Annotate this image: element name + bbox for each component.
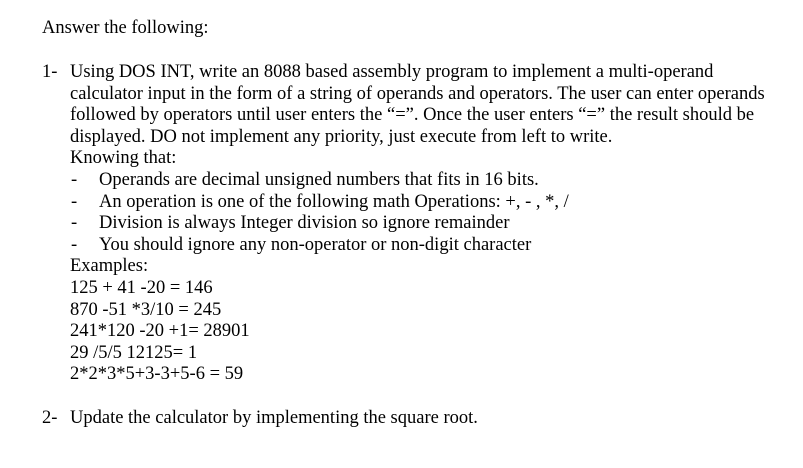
list-item [70,235,782,257]
bullet-marker: - [71,234,78,255]
examples-label: Examples: [70,256,149,277]
requirement-text: Division is always Integer division so ignore remainder [99,213,510,234]
question-1-body [70,62,782,386]
bullet-marker: - [71,191,78,212]
question-1-paragraph: Using DOS INT, write an 8088 based assembly program to implement a multi-operand calculator input in the form of a string of operands and operators. The user can enter operands followed by operators until user enters the “=”. Once the user enters “=” the result should be displayed. DO not implement any priority, just execute from left to write. [70,62,765,147]
question-1 [42,62,782,386]
example-line: 870 -51 *3/10 = 245 [70,299,222,320]
bullet-marker: - [71,213,78,234]
intro-heading: Answer the following: [42,18,209,38]
question-2 [42,408,782,430]
example-line: 241*120 -20 +1= 28901 [70,321,250,342]
question-1-number: 1- [42,62,58,82]
requirement-text: An operation is one of the following math Operations: +, - , *, / [99,191,569,212]
example-line: 125 + 41 -20 = 146 [70,277,213,298]
bullet-marker: - [71,169,78,190]
list-item [70,213,782,235]
examples-list [70,278,782,386]
list-item [70,192,782,214]
requirement-text: You should ignore any non-operator or non-digit character [99,234,532,255]
example-line: 29 /5/5 12125= 1 [70,342,198,363]
requirement-text: Operands are decimal unsigned numbers that fits in 16 bits. [99,169,539,190]
requirements-list [70,170,782,256]
question-2-number: 2- [42,408,58,428]
question-2-paragraph: Update the calculator by implementing the square root. [70,408,478,428]
knowing-label: Knowing that: [70,148,177,169]
list-item [70,170,782,192]
example-line: 2*2*3*5+3-3+5-6 = 59 [70,364,244,385]
